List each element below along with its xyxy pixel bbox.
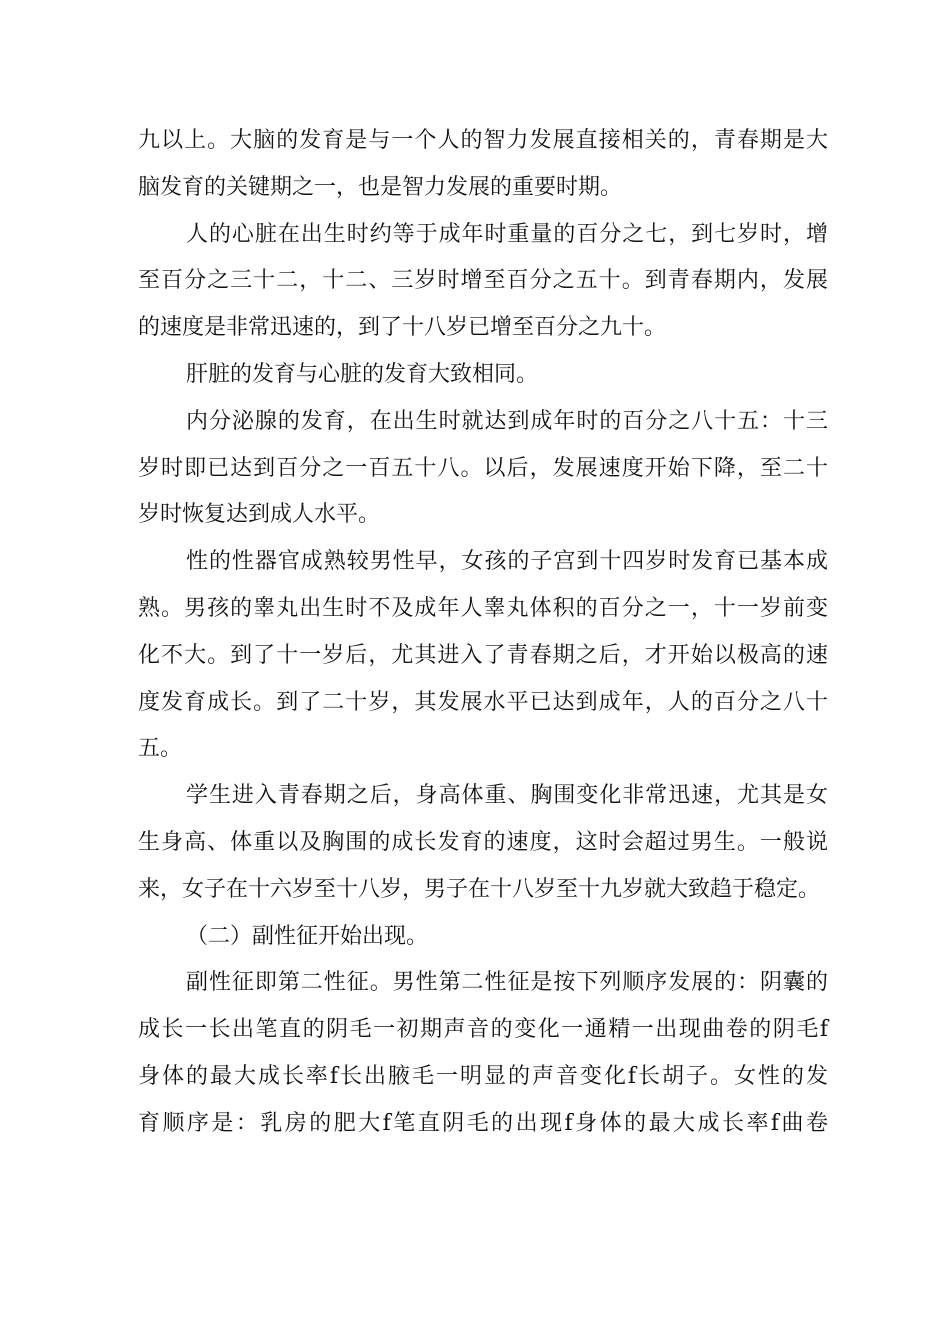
text-line: 熟。男孩的睾丸出生时不及成年人睾丸体积的百分之一，十一岁前变 [138,595,828,621]
text-line: 生身高、体重以及胸围的成长发育的速度，这时会超过男生。一般说 [138,829,828,855]
paragraph-first-line: 内分泌腺的发育，在出生时就达到成年时的百分之八十五：十三 [186,408,828,434]
text-line: 化不大。到了十一岁后，尤其进入了青春期之后，才开始以极高的速 [138,642,828,668]
body-text [138,118,828,1148]
paragraph-first-line: 性的性器官成熟较男性早，女孩的子宫到十四岁时发育已基本成 [186,549,828,575]
text-line: 的速度是非常迅速的，到了十八岁已增至百分之九十。 [138,315,667,341]
text-line: 至百分之三十二，十二、三岁时增至百分之五十。到青春期内，发展 [138,268,828,294]
text-line: 身体的最大成长率f长出腋毛一明显的声音变化f长胡子。女性的发 [138,1063,828,1089]
paragraph-first-line: 学生进入青春期之后，身高体重、胸围变化非常迅速，尤其是女 [186,783,828,809]
paragraph-first-line: 肝脏的发育与心脏的发育大致相同。 [186,361,539,387]
paragraph-first-line: 人的心脏在出生时约等于成年时重量的百分之七，到七岁时，增 [186,221,828,247]
paragraph-first-line: 副性征即第二性征。男性第二性征是按下列顺序发展的：阴囊的 [186,970,828,996]
text-line: 育顺序是：乳房的肥大f笔直阴毛的出现f身体的最大成长率f曲卷 [138,1110,828,1136]
text-line: 度发育成长。到了二十岁，其发展水平已达到成年，人的百分之八十 [138,689,828,715]
text-line: 脑发育的关键期之一，也是智力发展的重要时期。 [138,174,623,200]
text-line: 成长一长出笔直的阴毛一初期声音的变化一通精一出现曲卷的阴毛f [138,1017,828,1043]
text-line: 岁时即已达到百分之一百五十八。以后，发展速度开始下降，至二十 [138,455,828,481]
section-heading: （二）副性征开始出现。 [186,923,429,949]
text-line: 来，女子在十六岁至十八岁，男子在十八岁至十九岁就大致趋于稳定。 [138,876,821,902]
text-line: 岁时恢复达到成人水平。 [138,502,381,528]
text-line: 九以上。大脑的发育是与一个人的智力发展直接相关的，青春期是大 [138,128,828,153]
text-line: 五。 [138,736,183,762]
